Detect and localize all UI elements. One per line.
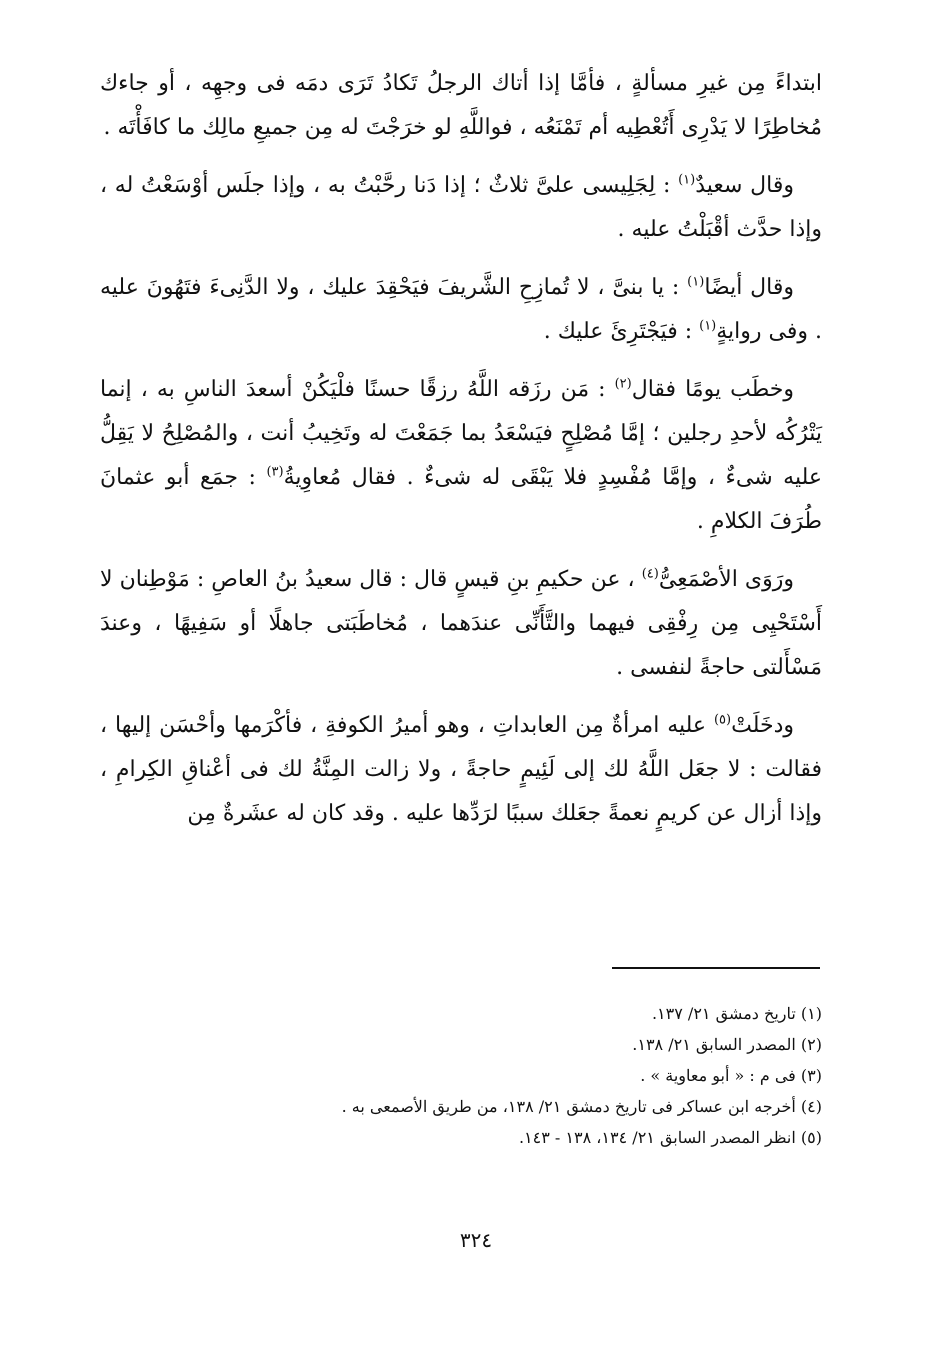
paragraph-1 [100, 62, 822, 150]
page-number: ٣٢٤ [459, 1228, 493, 1252]
footnote-ref-1: (١) [687, 274, 705, 290]
paragraph-6 [100, 704, 822, 836]
text-segment: : يا بنىَّ ، لا تُمازِحِ الشَّريفَ فيَحْقِدَ عليك ، ولا الدَّنِىءَ فتَهُونَ عليه . وفى روايةٍ [100, 275, 822, 344]
footnote-ref-4: (٤) [641, 566, 659, 582]
paragraph-2 [100, 164, 822, 252]
main-text [100, 62, 822, 850]
text-segment: وقال أيضًا [704, 275, 794, 300]
text-segment: ابتداءً مِن غيرِ مسألةٍ ، فأمَّا إذا أتاك الرجلُ تَكادُ تَرَى دمَه فى وجهِه ، أو جاءك مُخاطِرًا لا يَدْرِى أَتُعْطِيه أم تَمْنَعُه ، فواللَّهِ لو خرَجْتَ له مِن جميعِ مالِك ما كافَأْتَه . [100, 71, 822, 140]
text-segment: : فيَجْتَرِئَ عليك . [543, 319, 700, 344]
footnote-ref-2: (٢) [614, 376, 632, 392]
text-segment: : مَن رزَقه اللَّهُ رزقًا حسنًا فلْيَكُنْ أسعدَ الناسِ به ، إنما يَتْرُكُه لأحدِ رجلين ؛ إمَّا مُصْلِحٍ فيَسْعَدُ بما جَمَعْتَ له وتَخِيبُ أنت ، والمُصْلِحُ لا يَقِلُّ عليه شىءٌ ، وإمَّا مُفْسِدٍ فلا يَبْقَى له شىءٌ . فقال مُعاوِيةُ [100, 377, 823, 490]
footnote-separator [612, 967, 820, 969]
footnote-ref-5: (٥) [713, 712, 732, 728]
footnote-5: (٥) انظر المصدر السابق ٢١/ ١٣٤، ١٣٨ - ١٤٣. [518, 1128, 822, 1147]
footnote-1: (١) تاريخ دمشق ٢١/ ١٣٧. [651, 1004, 822, 1023]
footnotes [100, 998, 822, 1153]
footnote-ref-1: (١) [699, 318, 717, 334]
paragraph-4 [100, 368, 822, 544]
text-segment: : جمَع أبو عثمانَ طُرَفَ الكلامِ . [100, 465, 822, 534]
footnote-ref-3: (٣) [266, 464, 284, 480]
text-segment: ورَوَى الأصْمَعِىُّ [658, 567, 794, 592]
paragraph-3 [100, 266, 822, 354]
footnote-3: (٣) فى م : « أبو معاوية » . [640, 1066, 822, 1085]
text-segment: وخطَب يومًا فقال [631, 377, 794, 402]
text-segment: ، عن حكيمِ بنِ قيسٍ قال : قال سعيدُ بنُ العاصِ : مَوْطِنان لا أَسْتَحْيِى مِن رِفْقِى فيهما والتَّأَنِّى عندَهما ، مُخاطَبَتى جاهلًا أو سَفِيهًا ، وعندَ مَسْأَلتى حاجةً لنفسى . [100, 567, 822, 680]
footnote-4: (٤) أخرجه ابن عساكر فى تاريخ دمشق ٢١/ ١٣٨، من طريق الأصمعى به . [341, 1097, 822, 1116]
text-segment: عليه امرأةٌ مِن العابداتِ ، وهو أميرُ الكوفةِ ، فأكْرَمها وأحْسَن إليها ، فقالت : لا جعَل اللَّهُ لك إلى لَئِيمٍ حاجةً ، ولا زالت المِنَّةُ لك فى أعْناقِ الكِرامِ ، وإذا أزال عن كريمٍ نعمةً جعَلك سببًا لرَدِّها عليه . وقد كان له عشَرةٌ مِن [100, 713, 822, 826]
footnote-2: (٢) المصدر السابق ٢١/ ١٣٨. [632, 1035, 822, 1054]
text-segment: وقال سعيدٌ [695, 173, 794, 198]
text-segment: : لِجَلِيسى علىَّ ثلاثٌ ؛ إذا دَنا رحَّبْتُ به ، وإذا جلَس أوْسَعْتُ له ، وإذا حدَّث أقْبَلْتُ عليه . [100, 173, 822, 242]
footnote-ref-1: (١) [678, 172, 696, 188]
paragraph-5 [100, 558, 822, 690]
text-segment: ودخَلَتْ [731, 713, 794, 738]
